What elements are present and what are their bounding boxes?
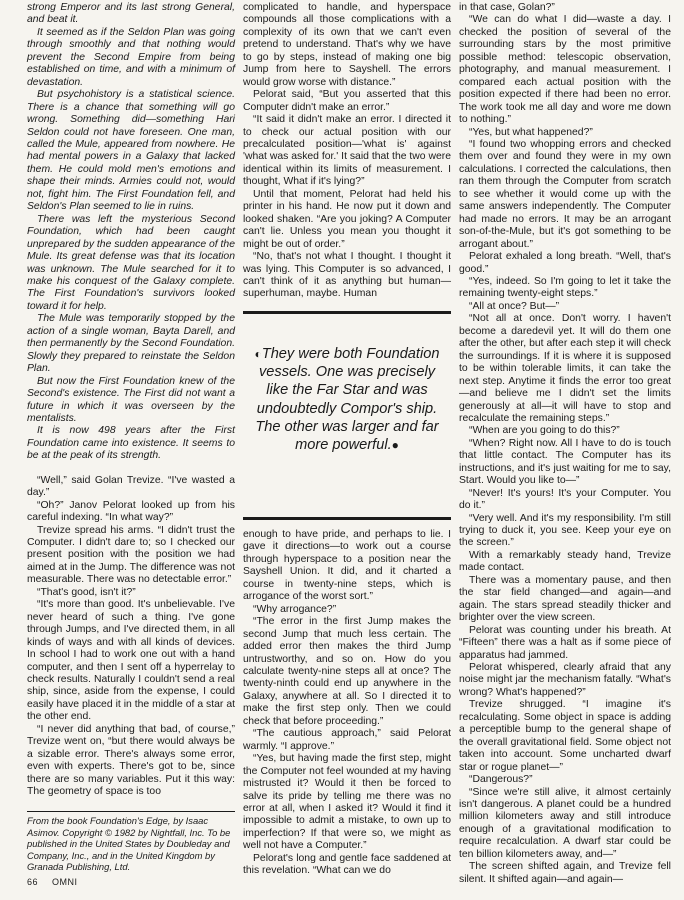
pull-quote-top-rule [243, 311, 451, 314]
column-2-bottom [243, 529, 451, 877]
story-paragraph: “Never! It's yours! It's your Computer. You do it.” [459, 487, 671, 512]
story-paragraph: “Why arrogance?” [253, 603, 337, 615]
story-paragraph: Pelorat said, “But you asserted that this Computer didn't make an error.” [243, 89, 451, 113]
close-quote-mark-icon: ● [391, 438, 399, 453]
credit-rule [27, 811, 235, 812]
story-paragraph: “Yes, but what happened?” [469, 126, 593, 138]
story-paragraph: “Dangerous?” [469, 774, 533, 786]
intro-paragraph: The Mule was temporarily stopped by the action of a single woman, Bayta Darell, and then permanently by the Second Foundation. Slowly they prepared to reinstate the Seldon Plan. [27, 313, 235, 375]
page-folio [27, 877, 92, 887]
intro-paragraph: But psychohistory is a statistical science. There is a chance that something will go wrong. Something did—something Hari Seldon could not have foreseen. One man, called the Mule, appeared from nowhere. He had mental powers in a Galaxy that lacked them. He could mold men's emotions and shape their minds. Armies could not, would not, fight him. The First Foundation fell, and Seldon's Plan seemed to lie in ruins. [27, 89, 235, 213]
story-paragraph: Trevize spread his arms. “I didn't trust the Computer. I didn't dare to; so I checked our present position with the position we had aimed at in the Jump. The difference was not measurable. There was no detectable error.” [27, 524, 235, 586]
story-paragraph: “I never did anything that bad, of course,” Trevize went on, “but there would always be a sizable error. There's always some error, even with experts. There's got to be, since there are so many variables. Put it this way: The geometry of space is too [27, 723, 235, 798]
book-credit: From the book Foundation's Edge, by Isaac Asimov. Copyright © 1982 by Nightfall, Inc. To be published in the United States by Doubleday and Company, Inc., and in the United Kingdom by Granada Publishing, Ltd. [27, 815, 231, 873]
open-quote-mark-icon: ◐ [254, 347, 262, 361]
story-paragraph: “Very well. And it's my responsibility. I'm still trying to duck it, you see. Keep your eye on the screen.” [459, 512, 671, 549]
story-paragraph: “Yes, indeed. So I'm going to let it take the remaining twenty-eight steps.” [459, 275, 671, 300]
story-paragraph: “Well,” said Golan Trevize. “I've wasted a day.” [27, 474, 235, 499]
story-paragraph: “No, that's not what I thought. I thought it was lying. This Computer is so advanced, I can't think of it as anything but human—superhuman, maybe. Human [243, 251, 451, 300]
story-paragraph: “Since we're still alive, it almost certainly isn't dangerous. A planet could be a hundred million kilometers away and still introduce enough of a gravitational modification to require recalculation. A dwarf star could be ten billion kilometers away, and—” [459, 786, 671, 860]
column-2-top [243, 2, 451, 302]
story-paragraph: “It said it didn't make an error. I directed it to check our actual position with our precalculated position—'what is' against 'what was asked for.' It said that the two were identical within its limits of measurement. I thought, What if it's lying?” [243, 114, 451, 188]
story-paragraph: “I found two whopping errors and checked them over and found they were in my own calculations. I corrected the calculations, then ran them through the Computer from scratch to see whether it would come up with the same answers independently. The Computer had made no errors. It may be an arrogant son-of-the-Mule, but it's got something to be arrogant about.” [459, 138, 671, 250]
story-paragraph: “We can do what I did—waste a day. I checked the position of several of the surrounding stars by the most primitive possible method: telescopic observation, photography, and manual measurement. I compared each actual position with the position expected if there had been no error. The work took me all day and wore me down to nothing.” [459, 14, 671, 126]
story-paragraph: There was a momentary pause, and then the star field changed—and again—and again. The stars spread steadily thicker and brighter over the view screen. [459, 574, 671, 624]
intro-paragraph: It seemed as if the Seldon Plan was going through smoothly and that nothing would prevent the Second Empire from being established on time, and with a minimum of devastation. [27, 26, 235, 88]
story-paragraph: “The cautious approach,” said Pelorat warmly. “I approve.” [243, 728, 451, 752]
intro-paragraph: There was left the mysterious Second Foundation, which had been caught unprepared by the sudden appearance of the Mule. Its great defense was that its location was unknown. The Mule searched for it to make his conquest of the Galaxy complete. The First Foundation's survivors looked toward it for help. [27, 213, 235, 312]
intro-paragraph: strong Emperor and its last strong General, and beat it. [27, 2, 235, 26]
page-number: 66 [27, 877, 39, 887]
story-paragraph: The screen shifted again, and Trevize fell silent. It shifted again—and again— [459, 861, 671, 885]
story-paragraph: enough to have pride, and perhaps to lie. I gave it directions—to work out a course through hyperspace to a position near the Sayshell Union. It did, and it charted a course in twenty-nine steps, which is arrogance of the worst sort.” [243, 529, 451, 603]
story-paragraph: Pelorat was counting under his breath. At “Fifteen” there was a halt as if some piece of apparatus had jammed. [459, 624, 671, 661]
story-paragraph: “It's more than good. It's unbelievable. I've never heard of such a thing. I've gone through Jumps, and I've directed them, in all kinds of ways and with all kinds of devices. In school I had to work one out with a hand computer, and then I sent off a hyperrelay to check results. Naturally I couldn't send a real ship, since, aside from the expense, I could easily have placed it in the middle of a star at the other end. [27, 599, 235, 723]
story-paragraph: “Oh?” Janov Pelorat looked up from his careful indexing. “In what way?” [27, 499, 235, 524]
section-gap [27, 463, 235, 475]
story-paragraph: Until that moment, Pelorat had held his printer in his hand. He now put it down and looked shaken. “Are you joking? A Computer can't lie. Unless you mean you thought it might be out of order.” [243, 188, 451, 250]
pull-quote-bottom-rule [243, 517, 451, 520]
story-paragraph: in that case, Golan?” [459, 2, 555, 13]
story-paragraph: “Not all at once. Don't worry. I haven't become a daredevil yet. It will do them one after the other, but after each step it will check the surroundings. If it is where it is supposed to be within tolerable limits, it can take the next step. Anytime it finds the error too great—and believe me I didn't set the limits generously at all—it will have to stop and recalculate the remaining steps.” [459, 313, 671, 424]
intro-paragraph: But now the First Foundation knew of the Second's existence. The First did not want a future in which it was overseen by the mentalists. [27, 375, 235, 424]
story-paragraph: Pelorat exhaled a long breath. “Well, that's good.” [459, 251, 671, 275]
story-paragraph: “When? Right now. All I have to do is touch that little contact. The Computer has its instructions, and it's just waiting for me to say, Start. Would you like to—” [459, 437, 671, 487]
story-paragraph: With a remarkably steady hand, Trevize made contact. [459, 549, 671, 574]
story-paragraph: Pelorat whispered, clearly afraid that any noise might jar the mechanism fatally. “What's wrong? What's happened?” [459, 662, 671, 698]
story-paragraph: “The error in the first Jump makes the second Jump that much less certain. The added error then makes the third Jump untrustworthy, and so on. How do you calculate twenty-nine steps all at once? The twenty-ninth could end up anywhere in the Galaxy, anywhere at all. So I directed it to make the first step only. Then we could check that before proceeding.” [243, 616, 451, 727]
story-paragraph: complicated to handle, and hyperspace compounds all those complications with a complexity of its own that we can't even pretend to understand. That's why we have to go by steps, instead of making one big Jump from here to Sayshell. The errors would grow worse with distance.” [243, 2, 451, 88]
pull-quote-body: They were both Foundation vessels. One was precisely like the Far Star and was undoubtedly Compor's ship. The other was larger and far more powerful. [255, 346, 440, 454]
column-1 [27, 2, 235, 810]
magazine-name: OMNI [52, 877, 78, 887]
intro-italic [27, 2, 235, 463]
story-paragraph: “That's good, isn't it?” [37, 586, 136, 598]
column-3 [459, 2, 671, 885]
intro-paragraph: It is now 498 years after the First Foundation came into existence. It seems to be at the peak of its strength. [27, 425, 235, 462]
pull-quote [243, 311, 451, 521]
story-paragraph: “When are you going to do this?” [469, 425, 620, 437]
story-paragraph: Pelorat's long and gentle face saddened at this revelation. “What can we do [243, 852, 451, 877]
story-paragraph: “Yes, but having made the first step, might the Computer not feel wounded at my having mistrusted it? Would it then be forced to salve its pride by telling me there was no error at all, when I asked it? Would it find it impossible to admit a mistake, to own up to imperfection? If that were so, we might as well not have a Computer.” [243, 753, 451, 852]
pull-quote-text [249, 345, 445, 454]
story-paragraph: Trevize shrugged. “I imagine it's recalculating. Some object in space is adding a perceptible bump to the general shape of the overall gravitational field. Some object not taken into account. Some uncharted dwarf star or rogue planet—” [459, 699, 671, 773]
story-paragraph: “All at once? But—” [469, 300, 560, 312]
